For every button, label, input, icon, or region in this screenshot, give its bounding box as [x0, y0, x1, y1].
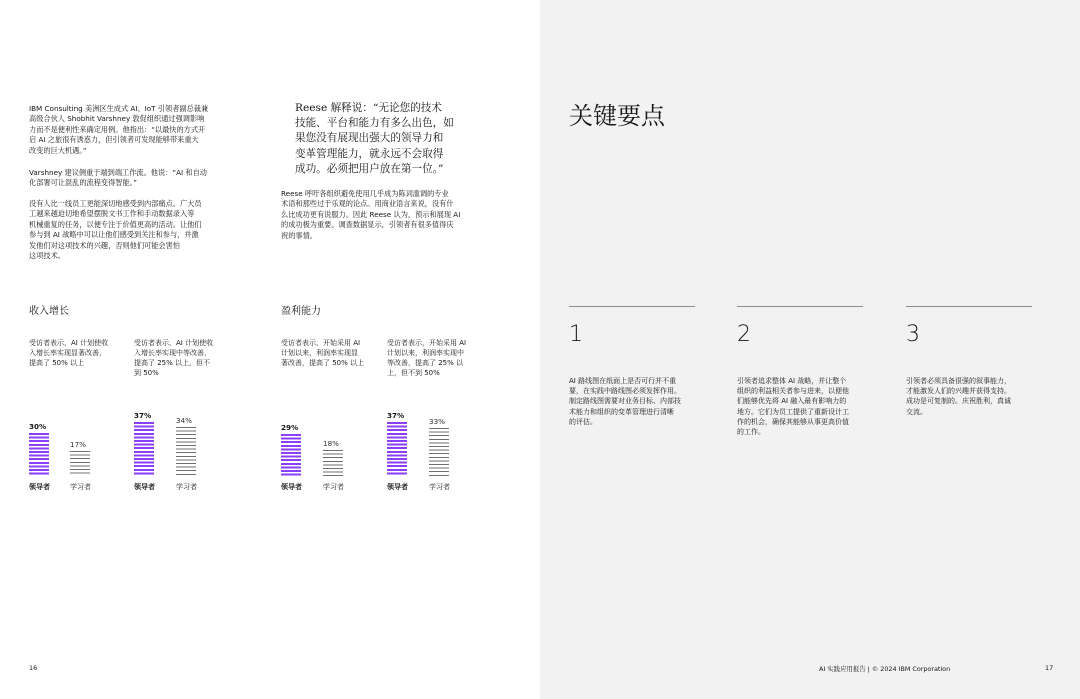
leader-label: 领导者 — [134, 483, 155, 491]
divider — [737, 306, 863, 307]
stat-profit-significant — [281, 338, 365, 402]
divider — [569, 306, 695, 307]
takeaway-text: 引领者必须具备很强的叙事能力， 才能激发人们的兴趣并获得支持。 成功是可复制的。庆祝胜利，真诚 交流。 — [906, 377, 1011, 416]
stat-description: 受访者表示，AI 计划使收 入增长率实现中等改善， 提高了 25% 以上，但不 到 50% — [134, 339, 214, 377]
reese-paragraph: Reese 呼吁各组织避免使用几乎成为陈词滥调的专业 术语和那些过于乐观的论点。用商业语言来说，没有什 么比成功更有说服力。因此 Reese 认为，预示和展现 AI 的成功极为重要。调查数据显示，引领者有很多值得庆 祝的事情。 — [281, 189, 461, 240]
leader-bar — [387, 422, 407, 476]
intro-paragraph-1: IBM Consulting 美洲区生成式 AI、IoT 引领者副总裁兼 高级合伙人 Shobhit Varshney 敦促组织通过强调影响 力而不是便利性来确定用例。他指出：“以最快的方式开 启 AI 之旅很有诱惑力，但引领者可发现能够带来重大 改变的巨大机遇。” — [29, 104, 209, 155]
leader-label: 领导者 — [387, 483, 408, 491]
learner-bar — [429, 428, 449, 476]
page-number-right: 17 — [1045, 664, 1054, 672]
leader-percent-label: 30% — [29, 421, 47, 431]
stat-description: 受访者表示，开始采用 AI 计划以来，利润率实现中 等改善，提高了 25% 以 上，但不到 50% — [387, 339, 467, 377]
leader-bar — [281, 434, 301, 476]
takeaway-number: 3 — [906, 322, 920, 347]
takeaway-text: AI 路线图在纸面上是否可行并不重 要，在实践中路线图必须发挥作用。 制定路线图需要对业务目标、内部技 术能力和组织的变革管理进行清晰 的评估。 — [569, 377, 681, 426]
learner-bar — [176, 427, 196, 476]
learner-percent-label: 33% — [429, 417, 445, 427]
pull-quote: Reese 解释说：“无论您的技术 技能、平台和能力有多么出色，如 果您没有展现出强大的领导力和 变革管理能力，就永远不会取得 成功。必须把用户放在第一位。” — [295, 102, 454, 175]
learner-bar — [323, 450, 343, 476]
learner-bar — [70, 451, 90, 476]
learner-label: 学习者 — [323, 483, 344, 491]
takeaway-number: 2 — [737, 322, 751, 347]
stat-description: 受访者表示，AI 计划使收 入增长率实现显著改善， 提高了 50% 以上 — [29, 339, 109, 367]
stat-revenue-moderate — [134, 338, 218, 402]
leader-label: 领导者 — [29, 483, 50, 491]
page-number-left: 16 — [29, 664, 38, 672]
leader-percent-label: 29% — [281, 422, 299, 432]
learner-label: 学习者 — [429, 483, 450, 491]
leader-percent-label: 37% — [387, 411, 405, 421]
right-page — [540, 0, 1080, 699]
learner-label: 学习者 — [176, 483, 197, 491]
leader-bar — [134, 422, 154, 476]
leader-bar — [29, 433, 49, 477]
divider — [906, 306, 1032, 307]
leader-label: 领导者 — [281, 483, 302, 491]
stat-revenue-significant — [29, 338, 113, 402]
takeaway-text: 引领者追求整体 AI 战略，并让整个 组织的利益相关者参与进来，以便他 们能够优先将 AI 融入最有影响力的 地方。它们为员工提供了重新设计工 作的机会，确保其能够从事更高价值 的工作。 — [737, 377, 849, 437]
section-title-profitability: 盈利能力 — [281, 306, 321, 317]
intro-paragraph-2: Varshney 建议侧重于端到端工作流。他说：“AI 和自动 化部署可让混乱的流程变得智能。” — [29, 168, 207, 188]
learner-percent-label: 34% — [176, 415, 192, 425]
footer-report-title: AI 实践应用报告 | © 2024 IBM Corporation — [819, 665, 951, 673]
section-title-revenue: 收入增长 — [29, 306, 69, 317]
learner-percent-label: 18% — [323, 438, 339, 448]
page-title: 关键要点 — [569, 102, 665, 130]
learner-label: 学习者 — [70, 483, 91, 491]
learner-percent-label: 17% — [70, 440, 86, 450]
intro-paragraph-3: 没有人比一线员工更能深切地感受到内部痛点。广大员 工越来越迫切地希望摆脱文书工作和手动数据录入等 机械重复的任务，以便专注于价值更高的活动。让他们 参与到 AI 战略中可以让他们感受到关注和参与，并激 发他们对这项技术的兴趣，否则他们可能会害怕 这项技术。 — [29, 199, 202, 261]
takeaway-number: 1 — [569, 322, 583, 347]
stat-description: 受访者表示，开始采用 AI 计划以来，利润率实现显 著改善，提高了 50% 以上 — [281, 339, 365, 367]
leader-percent-label: 37% — [134, 411, 152, 421]
stat-profit-moderate — [387, 338, 471, 402]
